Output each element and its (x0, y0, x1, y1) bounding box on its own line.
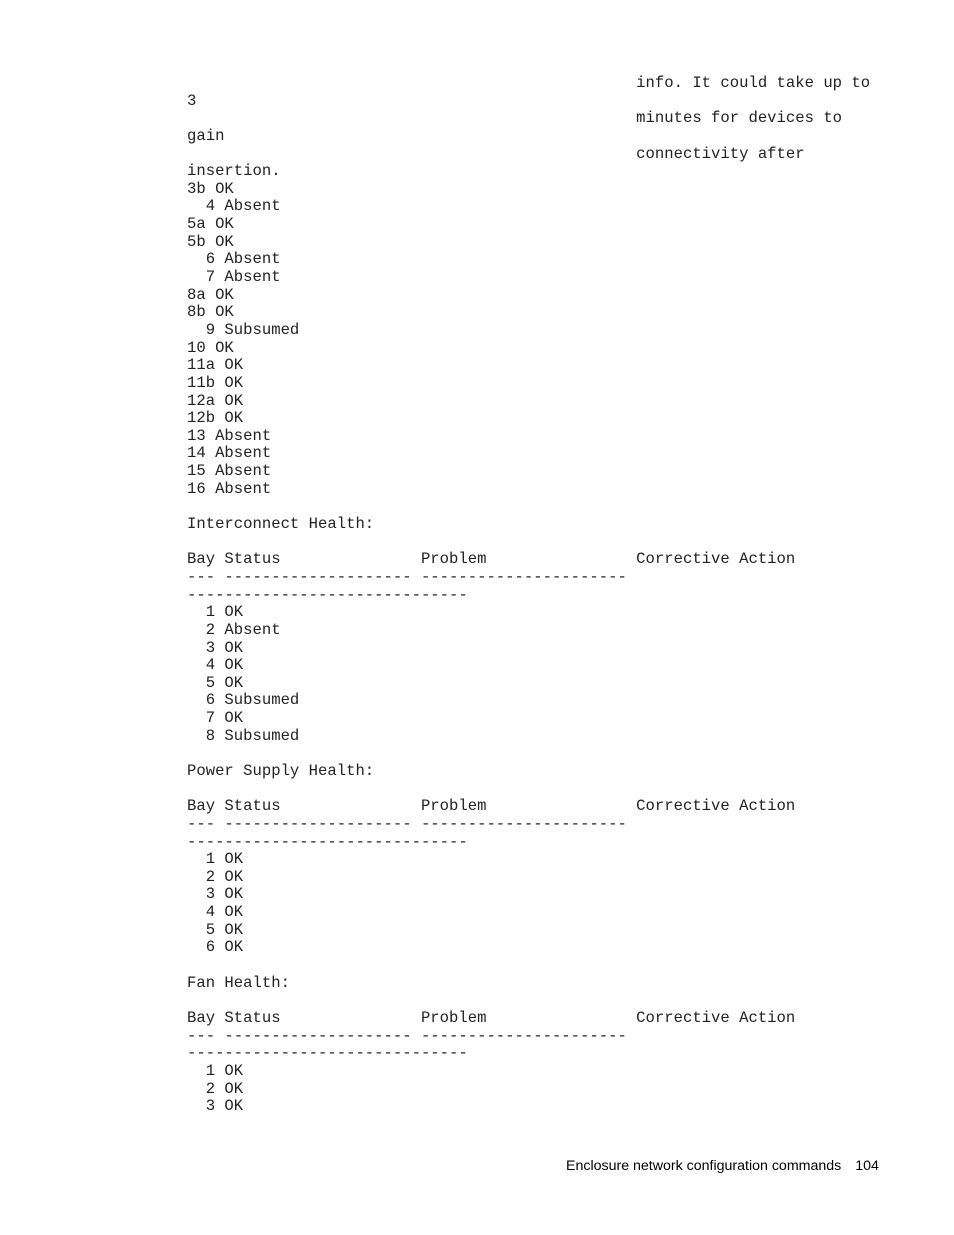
code-line: minutes for devices to (187, 109, 843, 128)
code-line: 3 (187, 91, 197, 110)
code-line: 8b OK (187, 303, 234, 322)
code-line: 3 OK (187, 885, 244, 904)
code-line: 11b OK (187, 373, 244, 392)
code-line: --- -------------------- ---------------------- (187, 1026, 627, 1045)
code-line: 1 OK (187, 1061, 244, 1080)
code-line: 2 OK (187, 867, 244, 886)
code-line: 5b OK (187, 232, 234, 251)
code-line: Fan Health: (187, 973, 290, 992)
code-line: 3 OK (187, 1097, 244, 1116)
code-line: 9 Subsumed (187, 320, 300, 339)
code-line: 5 OK (187, 673, 244, 692)
code-line: --- -------------------- ---------------------- (187, 814, 627, 833)
code-line: 10 OK (187, 338, 234, 357)
code-line: 7 Absent (187, 268, 281, 287)
code-line (187, 498, 870, 516)
code-line: 1 OK (187, 850, 244, 869)
code-line: 6 Subsumed (187, 691, 300, 710)
code-line: Bay Status Problem Corrective Action (187, 797, 796, 816)
page-footer (566, 1158, 879, 1174)
code-line: 3 OK (187, 638, 244, 657)
code-line: Interconnect Health: (187, 515, 375, 534)
footer-section-title: Enclosure network configuration commands (566, 1158, 842, 1174)
code-line: 15 Absent (187, 462, 272, 481)
code-line: 4 OK (187, 903, 244, 922)
code-line: --- -------------------- ---------------------- (187, 567, 627, 586)
cli-output-block (187, 75, 870, 1116)
code-line: 5 OK (187, 920, 244, 939)
code-line: info. It could take up to (187, 74, 871, 92)
code-line (187, 534, 870, 552)
code-line: 14 Absent (187, 444, 272, 463)
code-line: 3b OK (187, 179, 234, 198)
page-number: 104 (855, 1158, 879, 1174)
code-line: gain (187, 126, 225, 145)
code-line: 4 OK (187, 656, 244, 675)
code-line (187, 957, 870, 975)
code-line: insertion. (187, 162, 281, 181)
code-line: 7 OK (187, 709, 244, 728)
code-line: 12b OK (187, 409, 244, 428)
code-line: ------------------------------ (187, 1044, 468, 1063)
code-line: 8 Subsumed (187, 726, 300, 745)
code-line: ------------------------------ (187, 832, 468, 851)
code-line: 2 OK (187, 1079, 244, 1098)
code-line: 8a OK (187, 285, 234, 304)
code-line: 6 OK (187, 938, 244, 957)
code-line (187, 745, 870, 763)
code-line: 13 Absent (187, 426, 272, 445)
code-line: 5a OK (187, 215, 234, 234)
code-line: Bay Status Problem Corrective Action (187, 550, 796, 569)
code-line: 11a OK (187, 356, 244, 375)
code-line (187, 992, 870, 1010)
code-line: 1 OK (187, 603, 244, 622)
code-line: 2 Absent (187, 620, 281, 639)
code-line: connectivity after (187, 144, 805, 163)
code-line: 6 Absent (187, 250, 281, 269)
code-line: 16 Absent (187, 479, 272, 498)
code-line (187, 781, 870, 799)
code-line: 4 Absent (187, 197, 281, 216)
code-line: ------------------------------ (187, 585, 468, 604)
code-line: Bay Status Problem Corrective Action (187, 1008, 796, 1027)
code-line: Power Supply Health: (187, 761, 375, 780)
code-line: 12a OK (187, 391, 244, 410)
